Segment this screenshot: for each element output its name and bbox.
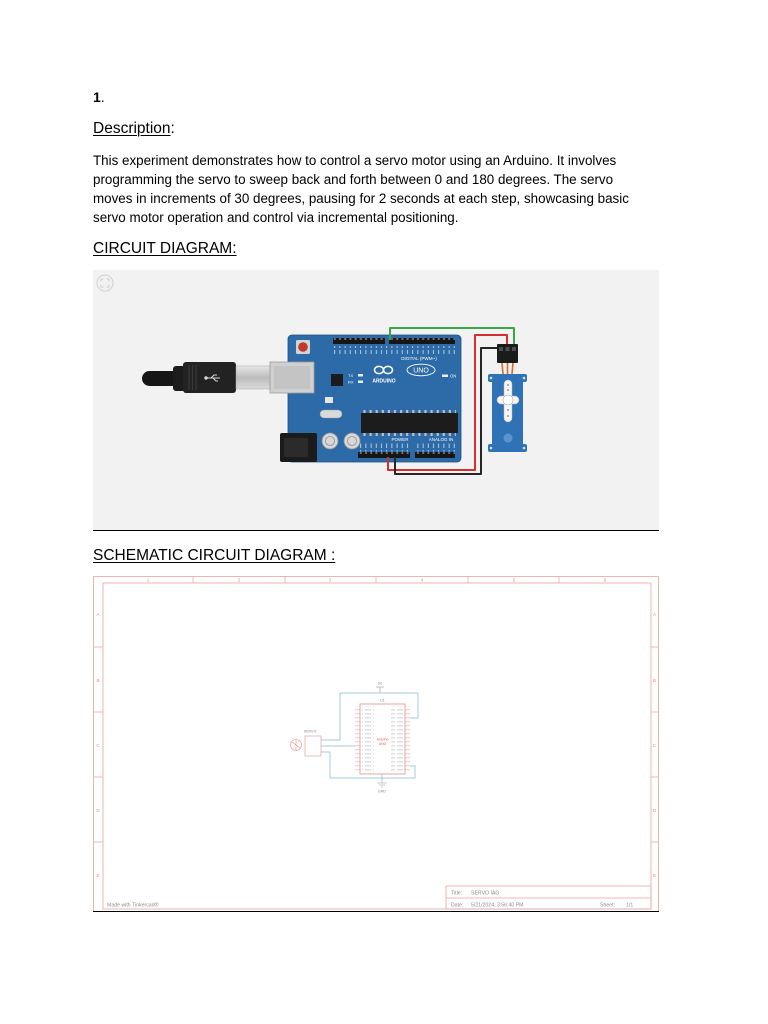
usb-interface-chip [331,374,343,386]
row-label-left: D [96,808,100,813]
tx-label: TX [348,373,354,378]
circuit-diagram-image [93,270,659,530]
microcontroller-chip [361,410,458,436]
description-heading [93,120,175,138]
reset-button [296,340,310,354]
servo-connector [497,344,518,363]
paragraph-line: This experiment demonstrates how to control a servo motor using an Arduino. It involves [93,153,617,168]
power-header [358,452,455,458]
analog-pin-labels [415,444,455,452]
board-brand: ARDUINO [372,378,396,385]
ground-net-label: GND [378,789,386,794]
divider-line [93,911,659,912]
tinkercad-credit: Made with Tinkercad® [107,902,159,909]
paragraph-line: programming the servo to sweep back and forth between 0 and 180 degrees. The servo [93,172,614,187]
board-name-line2: UNO [378,742,387,746]
paragraph-line: moves in increments of 30 degrees, pausing for 2 seconds at each step, showcasing basic [93,191,629,206]
row-label-left: C [96,743,100,748]
row-label-right: C [652,743,657,748]
power-label: POWER [391,437,409,442]
servo-label: SERVO [303,729,317,734]
power-pin-labels [359,444,411,452]
column-label: 4 [420,577,424,583]
description-heading-text: Description [93,120,171,137]
crystal [320,410,342,418]
schematic-diagram-heading: SCHEMATIC CIRCUIT DIAGRAM : [93,547,336,564]
circuit-diagram-heading: CIRCUIT DIAGRAM: [93,240,237,257]
board-model: UNO [413,367,429,375]
divider-line [93,530,659,531]
column-label: 6 [603,577,607,583]
row-label-left: A [96,612,100,617]
sheet-label: Sheet: [600,902,615,909]
column-label: 1 [146,577,150,583]
row-label-right: A [652,612,657,617]
paragraph-line: servo motor operation and control via incremental positioning. [93,210,459,225]
analog-in-label: ANALOG IN [428,437,454,442]
section-number [93,89,105,105]
on-label: ON [450,373,457,379]
digital-pwm-label: DIGITAL (PWM~) [401,356,437,361]
section-number-suffix: . [100,89,105,105]
column-label: 3 [328,577,332,583]
voltage-regulator [325,397,333,403]
title-label: Title: [451,890,463,897]
row-label-right: D [652,808,657,813]
description-paragraph [93,151,629,227]
column-label: 5 [512,577,516,583]
rx-label: RX [348,379,354,385]
row-label-left: E [96,873,100,878]
power-net-label: 5V [377,681,383,686]
rx-led [358,381,363,384]
schematic-diagram-image [93,576,659,912]
sheet-value: 1/1 [626,902,634,909]
row-label-right: E [652,873,657,878]
power-jack [280,433,317,462]
board-reference-label: U1 [380,698,385,703]
usb-port [270,362,314,393]
row-label-left: B [96,678,100,683]
board-name-line1: Arduino [376,737,389,742]
on-led [442,375,448,378]
description-heading-colon: : [170,120,175,137]
date-value: 5/21/2024, 3:56:40 PM [471,902,524,909]
title-value: SERVO IAG [471,890,500,897]
date-label: Date: [451,902,464,909]
digital-header [333,338,455,354]
row-label-right: B [652,678,657,683]
arduino-uno-board [270,335,461,462]
column-label: 2 [237,577,241,583]
section-number-digit: 1 [93,89,101,105]
tx-led [358,374,363,377]
